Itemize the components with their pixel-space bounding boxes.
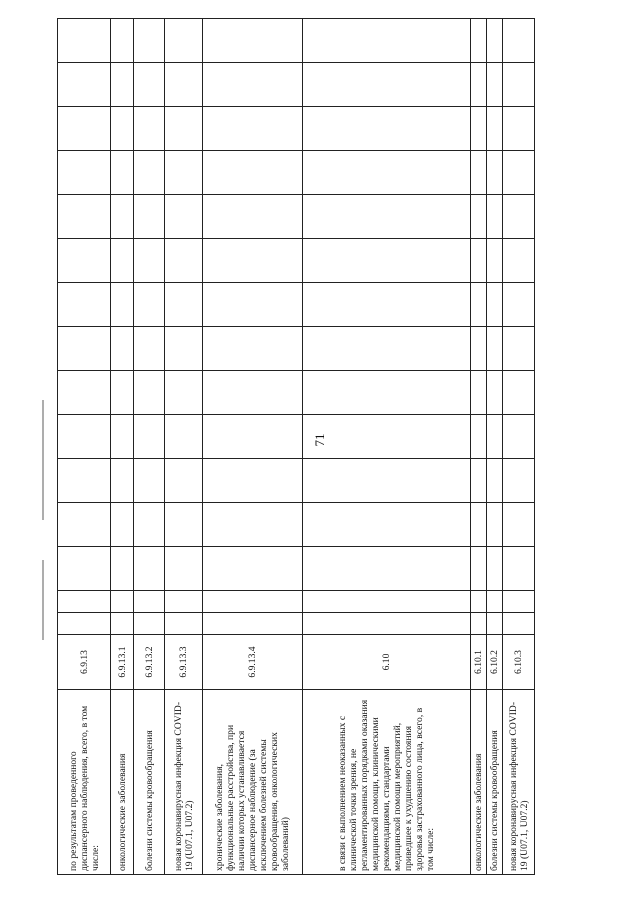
empty-cell: [503, 415, 535, 459]
empty-cell: [134, 415, 165, 459]
empty-cell: [503, 239, 535, 283]
empty-cell: [203, 547, 303, 591]
empty-cell: [503, 63, 535, 107]
empty-cell: [203, 195, 303, 239]
empty-cell: [487, 613, 503, 635]
row-code: 6.10.1: [471, 635, 487, 690]
empty-cell: [165, 63, 203, 107]
empty-cell: [503, 459, 535, 503]
empty-cell: [203, 503, 303, 547]
empty-cell: [58, 591, 111, 613]
empty-cell: [134, 283, 165, 327]
empty-cell: [58, 151, 111, 195]
empty-cell: [203, 327, 303, 371]
empty-cell: [303, 547, 471, 591]
empty-cell: [134, 613, 165, 635]
row-name: по результатам проведенного диспансерного наблюдения, всего, в том числе:: [58, 690, 111, 875]
empty-cell: [503, 151, 535, 195]
empty-cell: [503, 195, 535, 239]
empty-cell: [203, 613, 303, 635]
empty-cell: [471, 503, 487, 547]
empty-cell: [134, 503, 165, 547]
scan-artifact: [42, 400, 44, 520]
row-code: 6.10: [303, 635, 471, 690]
empty-cell: [111, 459, 134, 503]
empty-cell: [487, 151, 503, 195]
row-code: 6.10.2: [487, 635, 503, 690]
empty-cell: [111, 283, 134, 327]
empty-cell: [111, 415, 134, 459]
empty-cell: [134, 19, 165, 63]
empty-cell: [165, 591, 203, 613]
row-code: 6.9.13.4: [203, 635, 303, 690]
empty-cell: [487, 547, 503, 591]
table-row: [303, 19, 471, 875]
empty-cell: [471, 283, 487, 327]
empty-cell: [111, 195, 134, 239]
empty-cell: [303, 503, 471, 547]
empty-cell: [471, 415, 487, 459]
row-code: 6.9.13: [58, 635, 111, 690]
empty-cell: [165, 239, 203, 283]
empty-cell: [203, 63, 303, 107]
empty-cell: [303, 63, 471, 107]
row-name: в связи с выполнением неоказанных с клинической точки зрения, не регламентированных порядками оказания медицинской помощи, клиническими рекомендациями, стандартами медицинской помощи мероприятий, приведшее к ухудшению состояния здоровья застрахованного лица, всего, в том числе:: [303, 690, 471, 875]
empty-cell: [203, 107, 303, 151]
empty-cell: [303, 283, 471, 327]
empty-cell: [203, 19, 303, 63]
empty-cell: [471, 591, 487, 613]
empty-cell: [471, 459, 487, 503]
empty-cell: [134, 591, 165, 613]
empty-cell: [471, 613, 487, 635]
empty-cell: [303, 591, 471, 613]
empty-cell: [487, 195, 503, 239]
empty-cell: [165, 415, 203, 459]
empty-cell: [58, 327, 111, 371]
empty-cell: [503, 613, 535, 635]
empty-cell: [303, 239, 471, 283]
table-row: [165, 19, 203, 875]
empty-cell: [303, 371, 471, 415]
row-code: 6.10.3: [503, 635, 535, 690]
empty-cell: [58, 239, 111, 283]
row-code: 6.9.13.2: [134, 635, 165, 690]
row-code: 6.9.13.1: [111, 635, 134, 690]
empty-cell: [503, 19, 535, 63]
empty-cell: [503, 283, 535, 327]
empty-cell: [58, 371, 111, 415]
row-name: болезни системы кровообращения: [134, 690, 165, 875]
empty-cell: [134, 459, 165, 503]
empty-cell: [487, 371, 503, 415]
table-row: [471, 19, 487, 875]
empty-cell: [165, 107, 203, 151]
empty-cell: [165, 459, 203, 503]
empty-cell: [487, 459, 503, 503]
empty-cell: [303, 151, 471, 195]
empty-cell: [503, 503, 535, 547]
empty-cell: [165, 151, 203, 195]
empty-cell: [487, 591, 503, 613]
empty-cell: [134, 239, 165, 283]
empty-cell: [487, 19, 503, 63]
empty-cell: [471, 195, 487, 239]
empty-cell: [58, 613, 111, 635]
empty-cell: [487, 503, 503, 547]
table-container: [57, 35, 598, 875]
data-table: [57, 18, 535, 875]
empty-cell: [203, 239, 303, 283]
empty-cell: [165, 371, 203, 415]
empty-cell: [58, 283, 111, 327]
empty-cell: [58, 63, 111, 107]
empty-cell: [503, 327, 535, 371]
empty-cell: [134, 107, 165, 151]
row-name: новая коронавирусная инфекция COVID-19 (U07.1, U07.2): [503, 690, 535, 875]
empty-cell: [303, 613, 471, 635]
empty-cell: [203, 591, 303, 613]
empty-cell: [471, 371, 487, 415]
table-row: [58, 19, 111, 875]
row-name: онкологические заболевания: [111, 690, 134, 875]
empty-cell: [58, 195, 111, 239]
empty-cell: [303, 327, 471, 371]
empty-cell: [111, 19, 134, 63]
empty-cell: [503, 107, 535, 151]
empty-cell: [203, 415, 303, 459]
empty-cell: [165, 283, 203, 327]
empty-cell: [303, 415, 471, 459]
empty-cell: [471, 239, 487, 283]
empty-cell: [165, 19, 203, 63]
empty-cell: [487, 283, 503, 327]
empty-cell: [471, 327, 487, 371]
empty-cell: [487, 415, 503, 459]
empty-cell: [165, 503, 203, 547]
empty-cell: [111, 151, 134, 195]
empty-cell: [165, 613, 203, 635]
empty-cell: [471, 63, 487, 107]
empty-cell: [111, 63, 134, 107]
empty-cell: [503, 591, 535, 613]
row-name: хронические заболевания, функциональные расстройства, при наличии которых устанавливается диспансерное наблюдение (за исключением болезней системы кровообращения, онкологических заболеваний): [203, 690, 303, 875]
empty-cell: [503, 547, 535, 591]
row-name: новая коронавирусная инфекция COVID-19 (U07.1, U07.2): [165, 690, 203, 875]
empty-cell: [111, 591, 134, 613]
empty-cell: [203, 459, 303, 503]
empty-cell: [58, 503, 111, 547]
table-row: [111, 19, 134, 875]
row-name: онкологические заболевания: [471, 690, 487, 875]
empty-cell: [487, 63, 503, 107]
empty-cell: [471, 19, 487, 63]
empty-cell: [134, 151, 165, 195]
empty-cell: [303, 459, 471, 503]
scan-artifact: [42, 560, 44, 640]
empty-cell: [134, 327, 165, 371]
empty-cell: [58, 547, 111, 591]
empty-cell: [487, 327, 503, 371]
empty-cell: [203, 371, 303, 415]
empty-cell: [471, 107, 487, 151]
empty-cell: [203, 283, 303, 327]
table-row: [134, 19, 165, 875]
empty-cell: [58, 415, 111, 459]
empty-cell: [111, 371, 134, 415]
empty-cell: [134, 63, 165, 107]
empty-cell: [58, 459, 111, 503]
empty-cell: [111, 239, 134, 283]
empty-cell: [487, 239, 503, 283]
empty-cell: [471, 547, 487, 591]
empty-cell: [303, 195, 471, 239]
empty-cell: [58, 19, 111, 63]
empty-cell: [471, 151, 487, 195]
table-row: [487, 19, 503, 875]
empty-cell: [165, 195, 203, 239]
row-code: 6.9.13.3: [165, 635, 203, 690]
table-row: [203, 19, 303, 875]
empty-cell: [134, 547, 165, 591]
empty-cell: [134, 371, 165, 415]
empty-cell: [111, 327, 134, 371]
empty-cell: [165, 547, 203, 591]
empty-cell: [134, 195, 165, 239]
empty-cell: [111, 547, 134, 591]
empty-cell: [303, 107, 471, 151]
empty-cell: [303, 19, 471, 63]
empty-cell: [165, 327, 203, 371]
row-name: болезни системы кровообращения: [487, 690, 503, 875]
empty-cell: [111, 503, 134, 547]
empty-cell: [487, 107, 503, 151]
empty-cell: [111, 107, 134, 151]
empty-cell: [58, 107, 111, 151]
empty-cell: [203, 151, 303, 195]
page-number: 71: [312, 433, 327, 447]
empty-cell: [503, 371, 535, 415]
empty-cell: [111, 613, 134, 635]
table-row: [503, 19, 535, 875]
